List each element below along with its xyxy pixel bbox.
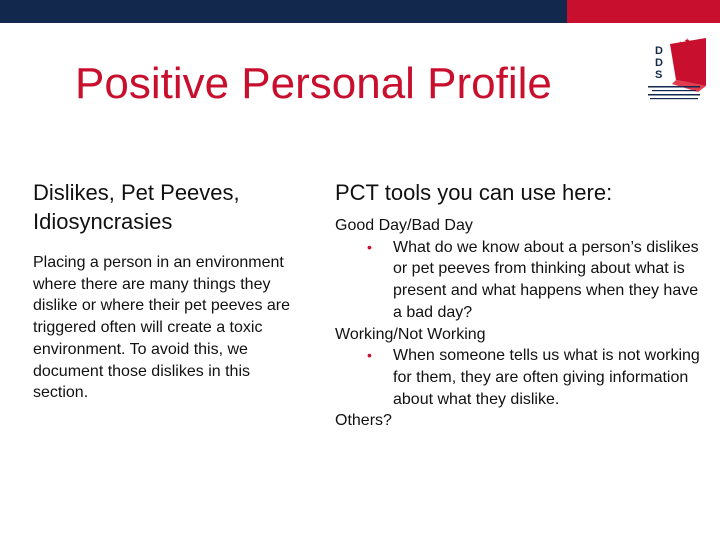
svg-text:D: D xyxy=(655,57,663,69)
bullet-text: What do we know about a person’s dislikes or pet peeves from thinking about what is present and what happens when they have a bad day? xyxy=(393,238,699,321)
bullet-text: When someone tells us what is not working for them, they are often giving information about what they dislike. xyxy=(393,347,700,408)
svg-text:★: ★ xyxy=(670,45,677,52)
bullet-icon: • xyxy=(367,347,372,364)
tool-label-working-not-working: Working/Not Working xyxy=(335,325,486,343)
right-column xyxy=(335,178,705,432)
top-banner-navy xyxy=(0,0,567,23)
svg-text:D: D xyxy=(655,45,663,57)
svg-text:★: ★ xyxy=(684,38,691,45)
bullet-list-working xyxy=(335,345,705,410)
closing-text: Others? xyxy=(335,412,392,430)
svg-text:★: ★ xyxy=(677,41,684,48)
top-banner xyxy=(0,0,720,23)
slide-title: Positive Personal Profile xyxy=(75,59,552,108)
svg-text:S: S xyxy=(655,69,663,81)
bullet-icon: • xyxy=(367,238,372,255)
left-body-text: Placing a person in an environment where there are many things they dislike or where their pet peeves are triggered often will create a toxic environment. To avoid this, we document those dislikes in this section. xyxy=(33,254,291,402)
right-heading: PCT tools you can use here: xyxy=(335,180,613,205)
bullet-list-good-day xyxy=(335,237,705,324)
left-column xyxy=(33,178,308,404)
list-item xyxy=(335,237,705,324)
list-item xyxy=(335,345,705,410)
tool-label-good-day-bad-day: Good Day/Bad Day xyxy=(335,217,473,234)
left-heading: Dislikes, Pet Peeves, Idiosyncrasies xyxy=(33,180,240,234)
dds-logo-icon xyxy=(640,36,708,104)
top-banner-red xyxy=(567,0,720,23)
